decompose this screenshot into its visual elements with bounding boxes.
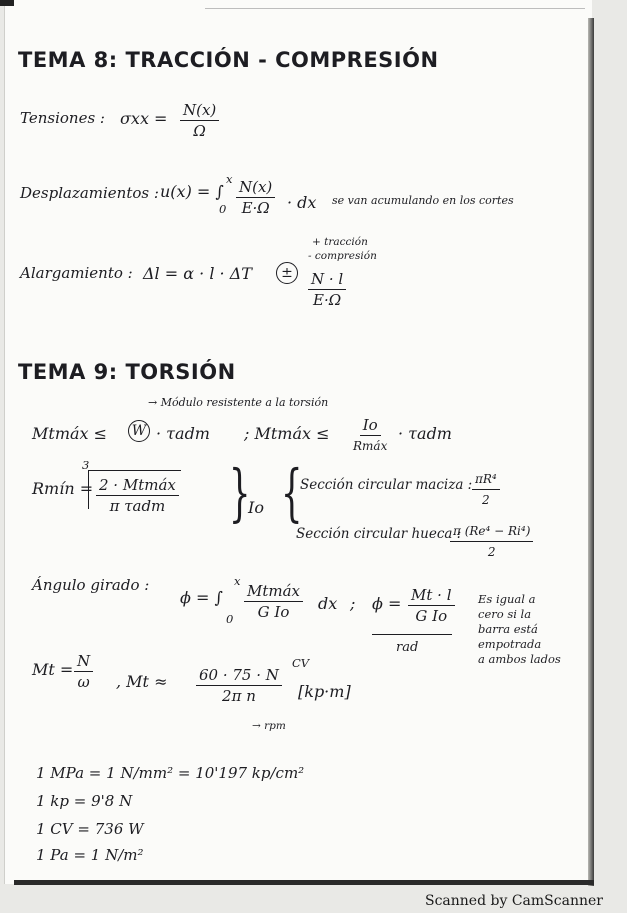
tensiones-num: N(x)	[180, 101, 219, 121]
angulo-lower-limit: 0	[226, 612, 234, 626]
page-edge-bottom	[14, 880, 594, 885]
maciza-num: πR⁴	[472, 470, 500, 490]
mt-w: W	[128, 420, 150, 442]
alargamiento-note-traccion: + tracción	[312, 236, 368, 248]
angulo-num: Mtmáx	[244, 582, 303, 602]
phi2-note-2: cero si la	[478, 607, 532, 621]
maciza-den: 2	[482, 493, 490, 507]
alargamiento-fraction	[308, 270, 346, 309]
desplaz-dx: · dx	[287, 193, 317, 212]
io-label: Io	[248, 498, 264, 517]
mt4-cv: CV	[292, 656, 310, 670]
angulo-fraction	[244, 582, 303, 621]
maciza-label: Sección circular maciza :	[300, 477, 473, 493]
angulo-label: Ángulo girado :	[32, 576, 150, 594]
tensiones-lhs: σxx =	[120, 109, 168, 128]
angulo-lhs: ϕ = ∫	[180, 588, 223, 607]
phi2-unit: rad	[396, 640, 419, 655]
brace-right: {	[280, 456, 303, 529]
page-corner	[0, 0, 14, 6]
mt4-fraction	[196, 666, 282, 705]
mt3-num: N	[74, 652, 93, 672]
mt2-num: Io	[360, 416, 381, 436]
phi2-num: Mt · l	[408, 586, 455, 606]
mt-rhs: · τadm	[156, 424, 210, 443]
camscanner-watermark: Scanned by CamScanner	[425, 893, 603, 909]
desplaz-note: se van acumulando en los cortes	[332, 194, 514, 207]
phi2-note-5: a ambos lados	[478, 652, 561, 666]
tensiones-fraction	[180, 101, 219, 140]
angulo-dx: dx	[318, 594, 338, 613]
phi2-brace	[372, 634, 452, 635]
alargamiento-formula: Δl = α · l · ΔT	[143, 264, 252, 283]
rmin-lhs: Rmín =	[32, 479, 94, 498]
mt3-lhs: Mt =	[32, 660, 74, 679]
tema8-title: TEMA 8: TRACCIÓN - COMPRESIÓN	[18, 48, 439, 72]
angulo-den: G Io	[257, 603, 290, 621]
phi2-fraction	[408, 586, 455, 625]
phi2-note-1: Es igual a	[478, 592, 536, 606]
rmin-den: π τadm	[109, 497, 166, 515]
mt3-fraction	[74, 652, 93, 691]
mt2-den: Rmáx	[353, 439, 388, 453]
unit-mpa: 1 MPa = 1 N/mm² = 10'197 kp/cm²	[36, 764, 305, 782]
desplaz-lower-limit: 0	[219, 202, 227, 216]
desplazamientos-lhs: u(x) = ∫	[160, 182, 224, 201]
phi2-note-4: empotrada	[478, 637, 542, 651]
mt4-den: 2π n	[222, 687, 256, 705]
alargamiento-note-compresion: - compresión	[308, 250, 377, 262]
desplaz-fraction	[236, 178, 275, 217]
alargamiento-label: Alargamiento :	[20, 264, 133, 282]
hueca-num: π (Re⁴ − Ri⁴)	[450, 522, 533, 542]
rmin-index: 3	[82, 458, 90, 472]
maciza-fraction	[472, 470, 500, 509]
modulo-note: → Módulo resistente a la torsión	[148, 396, 329, 409]
unit-kp: 1 kp = 9'8 N	[36, 792, 133, 810]
desplazamientos-label: Desplazamientos :	[20, 184, 159, 202]
alargamiento-num: N · l	[308, 270, 346, 290]
phi2-den: G Io	[415, 607, 448, 625]
alargamiento-den: E·Ω	[313, 291, 342, 309]
tensiones-label: Tensiones :	[20, 109, 105, 127]
mt4-unit: [kp·m]	[298, 682, 351, 701]
tensiones-den: Ω	[193, 122, 206, 140]
hueca-label: Sección circular hueca :	[296, 526, 462, 542]
unit-cv: 1 CV = 736 W	[36, 820, 144, 838]
alargamiento-pm: ±	[276, 262, 298, 284]
top-rule	[205, 8, 585, 9]
page-edge-right	[588, 18, 594, 886]
mt-lhs: Mtmáx ≤	[32, 424, 108, 443]
desplaz-upper-limit: x	[226, 172, 233, 186]
hueca-den: 2	[487, 545, 496, 559]
rmin-num: 2 · Mtmáx	[96, 476, 179, 496]
mt2-fraction	[350, 416, 390, 455]
phi2-note-3: barra está	[478, 622, 538, 636]
mt3-den: ω	[77, 673, 90, 691]
mt2-lhs: ; Mtmáx ≤	[244, 424, 330, 443]
phi2-lhs: ϕ =	[372, 594, 402, 613]
hueca-fraction	[450, 522, 533, 561]
brace-left: }	[228, 456, 251, 529]
mt4-lhs: , Mt ≈	[116, 672, 168, 691]
rmin-fraction	[96, 476, 179, 515]
desplaz-den: E·Ω	[241, 199, 270, 217]
angulo-sep: ;	[350, 594, 356, 613]
mt4-num: 60 · 75 · N	[196, 666, 282, 686]
desplaz-num: N(x)	[236, 178, 275, 198]
angulo-upper-limit: x	[234, 574, 241, 588]
unit-pa: 1 Pa = 1 N/m²	[36, 846, 144, 864]
mt2-rhs: · τadm	[398, 424, 452, 443]
tema9-title: TEMA 9: TORSIÓN	[18, 360, 236, 384]
mt4-rpm: → rpm	[252, 720, 286, 732]
